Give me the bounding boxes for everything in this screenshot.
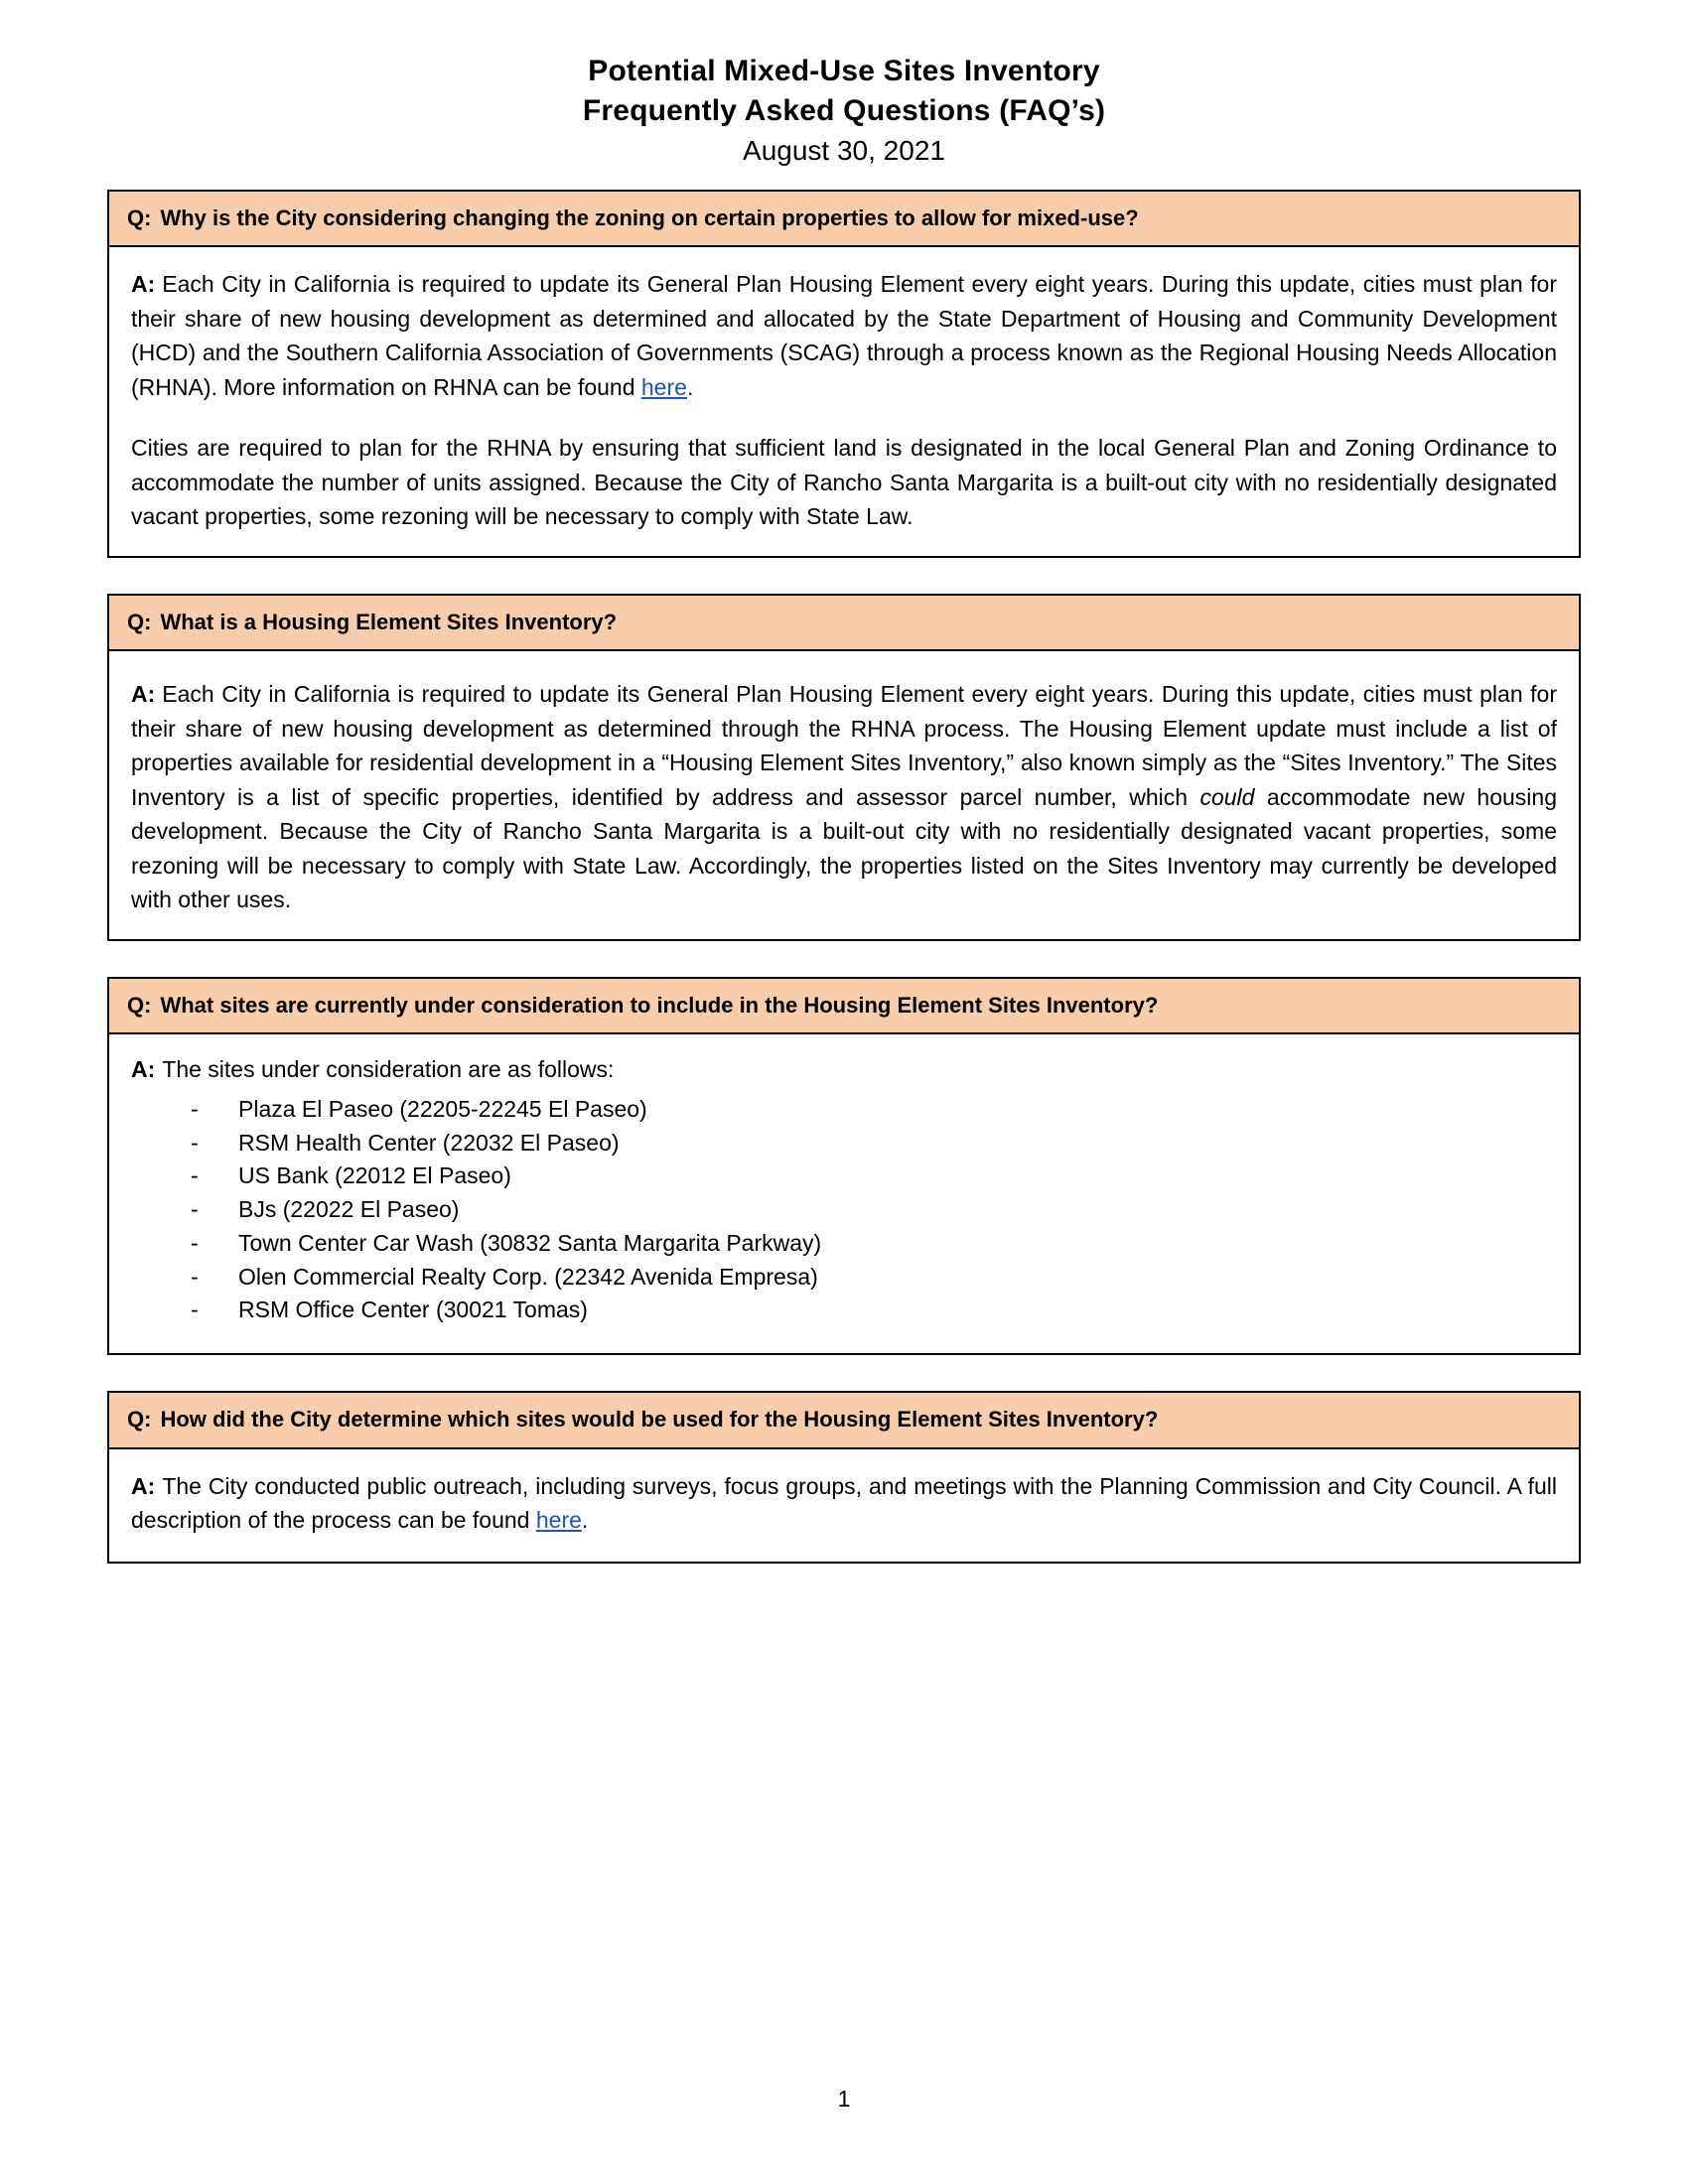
answer-text-before-link: Each City in California is required to update its General Plan Housing Element every eight years. During this update, cities must plan for their share of new housing development as determined and allocated by the State Department of Housing and Community Development (HCD) and the Southern California Association of Governments (SCAG) through a process known as the Regional Housing Needs Allocation (RHNA). More information on RHNA can be found — [131, 271, 1557, 400]
faq-answer-paragraph-1 — [131, 1469, 1557, 1538]
document-date: August 30, 2021 — [743, 135, 945, 167]
site-name: Olen Commercial Realty Corp. (22342 Avenida Empresa) — [238, 1263, 818, 1290]
bullet-dash-icon: - — [191, 1196, 199, 1223]
faq-answer-paragraph-1 — [131, 677, 1557, 917]
faq-question-text-3: What sites are currently under consideration to include in the Housing Element Sites Inventory? — [160, 992, 1159, 1018]
list-item — [131, 1193, 1557, 1227]
question-marker: Q: — [127, 205, 152, 230]
answer-marker: A: — [131, 1056, 156, 1083]
faq-question-text-4: How did the City determine which sites would be used for the Housing Element Sites Inventory? — [160, 1407, 1159, 1433]
document-title-line-1: Potential Mixed-Use Sites Inventory — [588, 55, 1100, 87]
faq-answer-2 — [109, 651, 1579, 939]
faq-question-text-2: What is a Housing Element Sites Inventory? — [160, 609, 618, 634]
list-item — [131, 1093, 1557, 1127]
bullet-dash-icon: - — [191, 1129, 199, 1156]
candidate-sites-list — [131, 1093, 1557, 1328]
faq-answer-3 — [109, 1034, 1579, 1353]
list-item — [131, 1127, 1557, 1160]
answer-marker: A: — [131, 1472, 156, 1499]
bullet-dash-icon: - — [191, 1263, 199, 1290]
document-header — [107, 52, 1581, 170]
answer-marker: A: — [131, 271, 156, 298]
site-name: BJs (22022 El Paseo) — [238, 1196, 460, 1223]
answer-text-after-link: . — [686, 373, 694, 400]
site-name: RSM Health Center (22032 El Paseo) — [238, 1129, 620, 1156]
site-name: Town Center Car Wash (30832 Santa Margarita Parkway) — [238, 1229, 822, 1256]
bullet-dash-icon: - — [191, 1297, 199, 1323]
faq-question-header-4 — [109, 1393, 1579, 1449]
bullet-dash-icon: - — [191, 1162, 199, 1189]
answer-text-after-link: . — [581, 1507, 589, 1534]
faq-answer-paragraph-2: Cities are required to plan for the RHNA by ensuring that sufficient land is designated in the local General Plan and Zoning Ordinance to accommodate the number of units assigned. Because the City of Rancho Santa Margarita is a built-out city with no residentially designated vacant properties, some rezoning will be necessary to comply with State Law. — [131, 435, 1557, 530]
faq-question-text-1: Why is the City considering changing the zoning on certain properties to allow for mixed-use? — [160, 205, 1139, 230]
answer-text-before-link: The City conducted public outreach, including surveys, focus groups, and meetings with the Planning Commission and City Council. A full description of the process can be found — [131, 1472, 1557, 1534]
question-marker: Q: — [127, 1407, 152, 1433]
faq-answer-intro — [131, 1052, 1557, 1087]
site-name: RSM Office Center (30021 Tomas) — [238, 1297, 588, 1323]
question-marker: Q: — [127, 609, 152, 634]
answer-emphasis-could: could — [1199, 783, 1255, 810]
answer-intro-text: The sites under consideration are as follows: — [162, 1056, 615, 1083]
bullet-dash-icon: - — [191, 1095, 199, 1122]
faq-answer-paragraph-1 — [131, 267, 1557, 404]
rhna-info-link[interactable]: here — [640, 373, 687, 400]
faq-answer-4 — [109, 1449, 1579, 1562]
document-title-line-2: Frequently Asked Questions (FAQ’s) — [582, 93, 1106, 127]
answer-text-part-2: accommodate new housing development. Because the City of Rancho Santa Margarita is a built-out city with no residentially designated vacant properties, some rezoning will be necessary to comply with State Law. Accordingly, the properties listed on the Sites Inventory may currently be developed with other uses. — [131, 783, 1558, 913]
faq-block-4 — [107, 1391, 1581, 1564]
list-item — [131, 1294, 1557, 1327]
bullet-dash-icon: - — [191, 1229, 199, 1256]
faq-question-header-2 — [109, 596, 1579, 652]
faq-answer-1 — [109, 247, 1579, 556]
page-number-footer: 1 — [837, 2086, 851, 2112]
faq-question-header-1 — [109, 192, 1579, 248]
faq-block-3 — [107, 977, 1581, 1356]
answer-marker: A: — [131, 681, 156, 708]
list-item — [131, 1160, 1557, 1193]
list-item — [131, 1261, 1557, 1295]
site-name: Plaza El Paseo (22205-22245 El Paseo) — [238, 1095, 647, 1122]
list-item — [131, 1227, 1557, 1261]
faq-question-header-3 — [109, 979, 1579, 1035]
question-marker: Q: — [127, 992, 152, 1018]
answer-text-part-1: Each City in California is required to update its General Plan Housing Element every eight years. During this update, cities must plan for their share of new housing development as determined through the RHNA process. The Housing Element update must include a list of properties available for residential development in a “Housing Element Sites Inventory,” also known simply as the “Sites Inventory.” The Sites Inventory is a list of specific properties, identified by address and assessor parcel number, which — [131, 681, 1557, 810]
faq-block-2 — [107, 594, 1581, 941]
process-description-link[interactable]: here — [535, 1507, 582, 1534]
faq-block-1 — [107, 190, 1581, 558]
site-name: US Bank (22012 El Paseo) — [238, 1162, 511, 1189]
